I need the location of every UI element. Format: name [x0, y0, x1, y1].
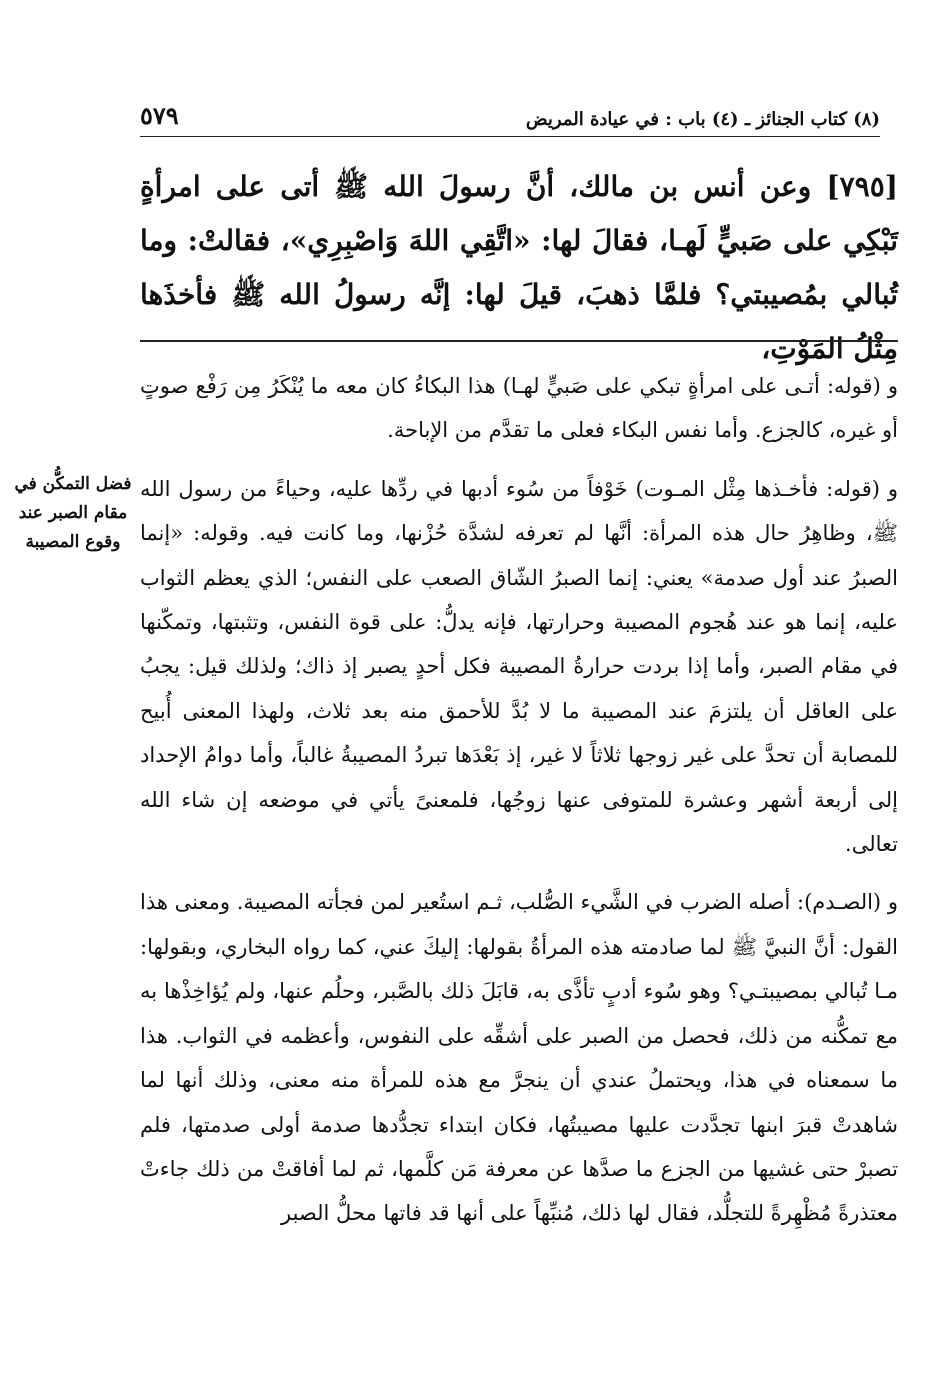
hadith-paragraph: [٧٩٥] وعن أنس بن مالك، أنَّ رسولَ الله ﷺ أتى على امرأةٍ تَبْكِي على صَبيٍّ لَهـا، فقالَ لها: «اتَّقِي اللهَ وَاصْبِرِي»، فقالتْ: وما تُبالي بمُصيبتي؟ فلمَّا ذهبَ، قيلَ لها: إنَّه رسولُ الله ﷺ فأخذَها مِثْلُ المَوْتِ،: [140, 170, 898, 365]
commentary-paragraph: و (قوله: أتـى على امرأةٍ تبكي على صَبيٍّ لهـا) هذا البكاءُ كان معه ما يُنْكَرُ مِن رَفْع صوتٍ أو غيره، كالجزع. وأما نفس البكاء فعلى ما تقدَّم من الإباحة.: [140, 374, 898, 443]
commentary-paragraph: و (الصـدم): أصله الضرب في الشَّيء الصُّلب، ثـم استُعير لمن فجأته المصيبة. ومعنى هذا القول: أنَّ النبيَّ ﷺ لما صادمته هذه المرأةُ بقولها: إليكَ عني، كما رواه البخاري، وبقولها: مـا تُبالي بمصيبتـي؟ وهو سُوء أدبٍ تأذَّى به، قابَلَ ذلك بالصَّبر، وحلُم عنها، ولم يُؤاخِذْها به مع تمكُّنه من ذلك، فحصل من الصبر على أشقِّه على النفوس، وأعظمه في الثواب. هذا ما سمعناه في هذا، ويحتملُ عندي أن ينجرَّ مع هذه للمرأة منه معنى، وذلك أنها لما شاهدتْ قبرَ ابنها تجدَّدت عليها مصيبتُها، فكان ابتداء تجدُّدها صدمة أولى صدمتها، فلم تصبرْ حتى غشيها من الجزع ما صدَّها عن معرفة مَن كلَّمها، ثم لما أفاقتْ من ذلك جاءتْ معتذرةً مُظْهِرةً للتجلُّد، فقال لها ذلك، مُنبِّهاً على أنها قد فاتها محلُّ الصبر: [140, 890, 898, 1226]
page-header: [140, 92, 880, 137]
commentary-block: [140, 364, 898, 1250]
commentary-paragraph: و (قوله: فأخـذها مِثْل المـوت) خَوْفاً من سُوء أدبها في ردِّها عليه، وحياءً من رسول الله ﷺ، وظاهِرُ حال هذه المرأة: أنَّها لم تعرفه لشدَّة حُزْنها، وما كانت فيه. وقوله: «إنما الصبرُ عند أول صدمة» يعني: إنما الصبرُ الشّاق الصعب على النفس؛ الذي يعظم الثواب عليه، إنما هو عند هُجوم المصيبة وحرارتها، فإنه يدلُّ: على قوة النفس، وتثبتها، وتمكّنها في مقام الصبر، وأما إذا بردت حرارةُ المصيبة فكل أحدٍ يصبر إذ ذاك؛ ولذلك قيل: يجبُ على العاقل أن يلتزمَ عند المصيبة ما لا بُدَّ للأحمق منه بعد ثلاث، ولهذا المعنى أُبيح للمصابة أن تحدَّ على غير زوجها ثلاثاً لا غير، إذ بَعْدَها تبردُ المصيبةُ غالباً، وأما دوامُ الإحداد إلى أربعة أشهر وعشرة للمتوفى عنها زوجُها، فلمعنىً يأتي في موضعه إن شاء الله تعالى.: [140, 476, 898, 857]
page-number: ٥٧٩: [140, 101, 179, 130]
margin-note: فضل التمكُّن في مقام الصبر عند وقوع المصيبة: [14, 474, 132, 552]
section-divider: [140, 340, 898, 342]
hadith-text-block: [140, 160, 898, 376]
running-title: (٨) كتاب الجنائز ـ (٤) باب : في عيادة المريض: [525, 109, 880, 130]
